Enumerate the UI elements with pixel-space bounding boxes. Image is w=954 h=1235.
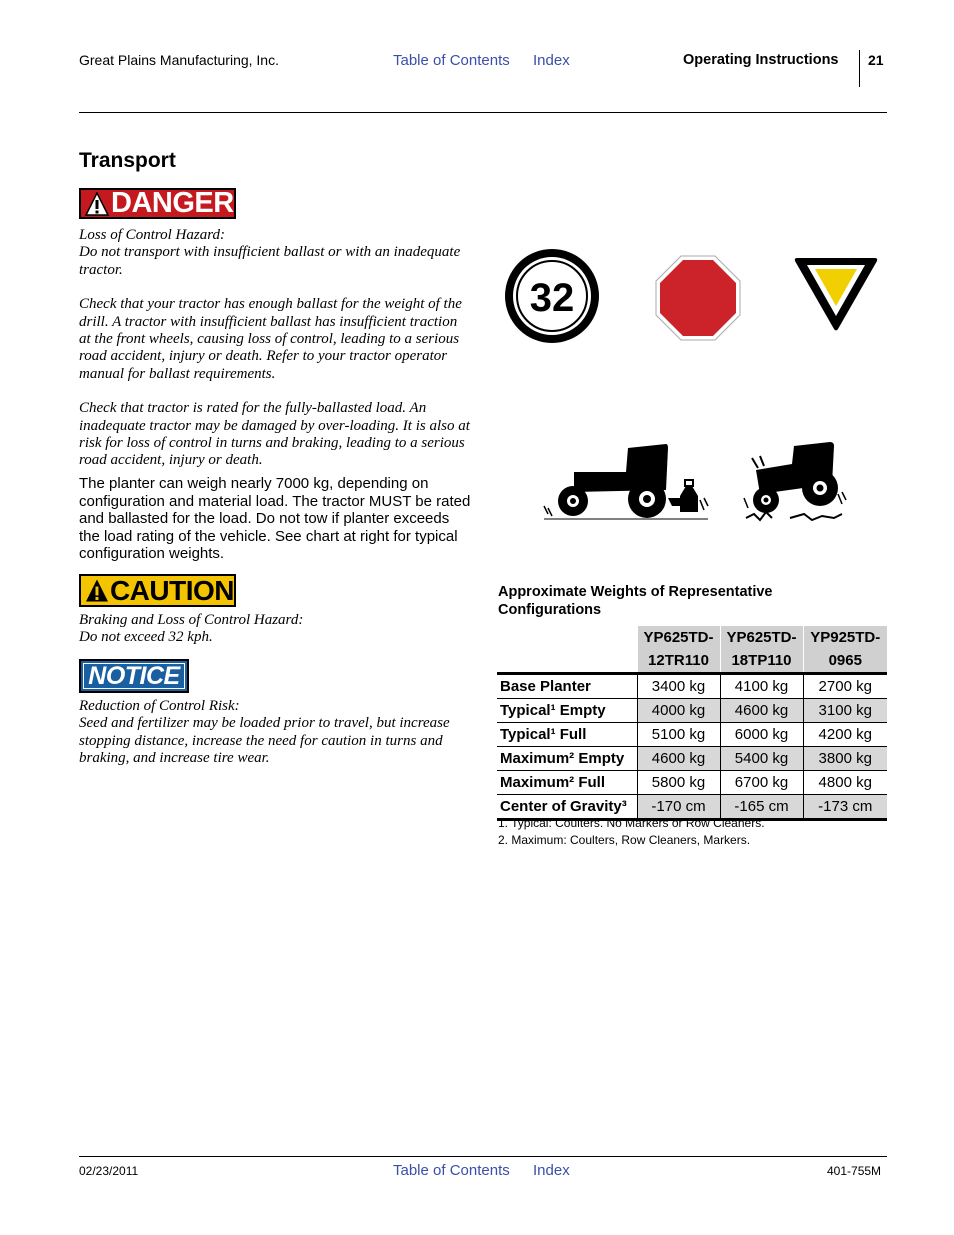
row-label: Center of Gravity³ <box>497 795 637 820</box>
ballasted-tractor-icon <box>540 440 712 522</box>
column-header: YP625TD- 12TR110 <box>637 626 720 674</box>
danger-label: DANGER <box>111 187 234 219</box>
notice-message <box>79 698 471 768</box>
notice-label: NOTICE <box>88 661 180 690</box>
speed-limit-value: 32 <box>529 276 575 320</box>
table-cell: -170 cm <box>637 795 720 820</box>
footnote: 2. Maximum: Coulters, Row Cleaners, Markers. <box>498 833 751 847</box>
caution-text: Do not exceed 32 kph. <box>79 629 213 646</box>
table-cell: 2700 kg <box>803 674 887 699</box>
table-row <box>497 723 887 747</box>
table-title: Approximate Weights of Representative Configurations <box>498 584 773 618</box>
table-cell: 4600 kg <box>720 699 803 723</box>
table-cell: -165 cm <box>720 795 803 820</box>
index-link[interactable]: Index <box>533 52 570 69</box>
table-cell: 6700 kg <box>720 771 803 795</box>
unstable-tractor-icon <box>742 438 848 526</box>
danger-paragraph: Do not transport with insufficient ballast or with an inadequate tractor. <box>79 244 461 278</box>
footnote: 1. Typical: Coulters. No Markers or Row Cleaners. <box>498 816 765 830</box>
company-name: Great Plains Manufacturing, Inc. <box>79 52 279 68</box>
header-divider <box>859 50 860 87</box>
column-header: YP925TD- 0965 <box>803 626 887 674</box>
caution-message <box>79 612 471 647</box>
page-number: 21 <box>868 52 884 68</box>
caution-heading: Braking and Loss of Control Hazard: <box>79 612 304 628</box>
table-cell: 4000 kg <box>637 699 720 723</box>
row-label: Base Planter <box>497 674 637 699</box>
notice-text: Seed and fertilizer may be loaded prior to travel, but increase stopping distance, increase the need for caution in turns and braking, and increase tire wear. <box>79 715 450 767</box>
table-row <box>497 699 887 723</box>
table-cell: 3800 kg <box>803 747 887 771</box>
table-row <box>497 747 887 771</box>
doc-number: 401-755M <box>827 1164 882 1178</box>
table-cell: 4100 kg <box>720 674 803 699</box>
danger-paragraph: Check that tractor is rated for the fully-ballasted load. An inadequate tractor may be damaged by over-loading. It is also at risk for loss of control in turns and braking, leading to a serious road accident, injury or death. <box>79 400 470 469</box>
row-label: Typical¹ Empty <box>497 699 637 723</box>
section-name: Operating Instructions <box>683 52 839 68</box>
toc-link[interactable]: Table of Contents <box>393 52 510 69</box>
footer-rule <box>79 1156 887 1157</box>
table-cell: 3400 kg <box>637 674 720 699</box>
stop-sign-icon <box>655 255 741 341</box>
danger-paragraph: Check that your tractor has enough ballast for the weight of the drill. A tractor with insufficient ballast has insufficient traction at the front wheels, causing loss of control, leading to a serious road accident, injury or death. Refer to your tractor operator manual for ballast requirements. <box>79 296 462 382</box>
table-row <box>497 674 887 699</box>
table-cell: 4800 kg <box>803 771 887 795</box>
table-header-row <box>497 626 887 674</box>
page-title: Transport <box>79 149 176 172</box>
column-header: YP625TD- 18TP110 <box>720 626 803 674</box>
table-cell: 4200 kg <box>803 723 887 747</box>
danger-message <box>79 227 471 470</box>
speed-limit-sign-icon <box>503 247 601 345</box>
danger-badge <box>79 188 236 219</box>
table-cell: 5100 kg <box>637 723 720 747</box>
footer-toc-link[interactable]: Table of Contents <box>393 1162 510 1179</box>
table-cell: 3100 kg <box>803 699 887 723</box>
row-label: Typical¹ Full <box>497 723 637 747</box>
danger-heading: Loss of Control Hazard: <box>79 227 226 243</box>
table-cell: -173 cm <box>803 795 887 820</box>
row-label: Maximum² Full <box>497 771 637 795</box>
caution-badge <box>79 574 236 607</box>
header-rule <box>79 112 887 113</box>
table-cell: 6000 kg <box>720 723 803 747</box>
body-paragraph: The planter can weigh nearly 7000 kg, depending on configuration and material load. The tractor MUST be rated and ballasted for the load. Do not tow if planter exceeds the load rating of the vehicle. See chart at right for typical configuration weights. <box>79 475 471 562</box>
footer-index-link[interactable]: Index <box>533 1162 570 1179</box>
table-footnotes <box>498 815 765 849</box>
notice-heading: Reduction of Control Risk: <box>79 698 240 714</box>
footer-date: 02/23/2011 <box>79 1164 139 1178</box>
table-row <box>497 771 887 795</box>
warning-icon <box>85 192 109 216</box>
notice-badge <box>79 659 189 693</box>
table-cell: 5400 kg <box>720 747 803 771</box>
weights-table <box>497 626 887 821</box>
table-cell: 4600 kg <box>637 747 720 771</box>
warning-icon <box>85 578 109 603</box>
yield-sign-icon <box>793 256 879 332</box>
table-cell: 5800 kg <box>637 771 720 795</box>
row-label: Maximum² Empty <box>497 747 637 771</box>
caution-label: CAUTION <box>109 574 234 606</box>
